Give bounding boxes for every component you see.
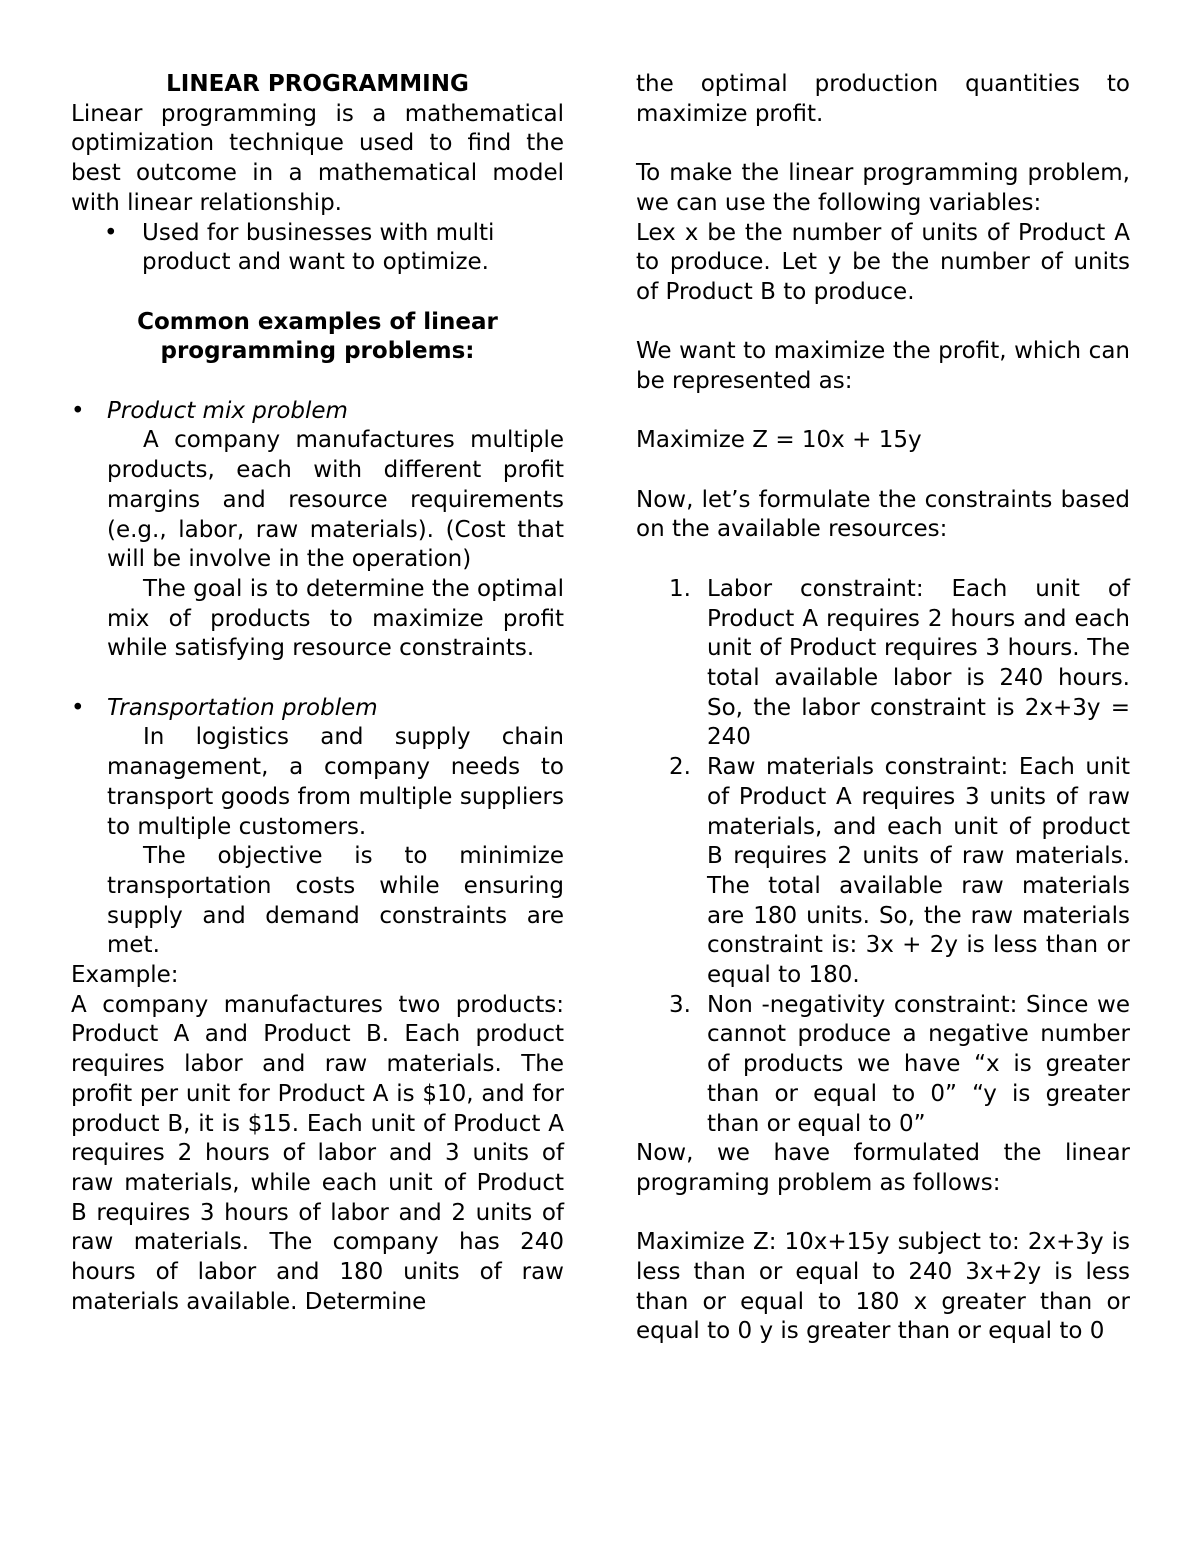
continuation-paragraph: the optimal production quantities to maximize profit. <box>636 71 1130 127</box>
objective-intro: We want to maximize the profit, which can be represented as: <box>636 338 1130 394</box>
intro-bullet: • Used for businesses with multi product and want to optimize. <box>71 219 564 278</box>
final-formulation: Maximize Z: 10x+15y subject to: 2x+3y is less than or equal to 240 3x+2y is less than or equal to 180 x greater than or equal to 0 y is greater than or equal to 0 <box>636 1229 1130 1345</box>
transportation-paragraph-2: The objective is to minimize transportation costs while ensuring supply and demand constraints are met. <box>107 843 564 959</box>
constraint-text: Non -negativity constraint: Since we cannot produce a negative number of products we have “x is greater than or equal to 0” “y is greater than or equal to 0” <box>707 991 1130 1137</box>
intro-paragraph: Linear programming is a mathematical optimization technique used to find the best outcome in a mathematical model with linear relationship. <box>71 100 564 216</box>
constraint-item <box>636 991 1130 1140</box>
product-mix-label: • Product mix problem <box>71 397 564 427</box>
variables-definition: Lex x be the number of units of Product A to produce. Let y be the number of units of Product B to produce. <box>636 219 1130 305</box>
spacer <box>636 397 1130 427</box>
transportation-section <box>71 694 564 961</box>
objective-function: Maximize Z = 10x + 15y <box>636 427 922 454</box>
product-mix-paragraph-2: The goal is to determine the optimal mix of products to maximize profit while satisfying resource constraints. <box>107 575 564 662</box>
spacer <box>71 278 564 308</box>
spacer <box>636 545 1130 575</box>
spacer <box>636 129 1130 159</box>
constraint-item <box>636 753 1130 991</box>
transportation-label: • Transportation problem <box>71 694 564 724</box>
intro-bullet-list <box>71 219 564 278</box>
left-column <box>71 70 564 1317</box>
list-number: 2. <box>669 754 691 781</box>
right-column <box>636 70 1130 1347</box>
constraints-intro: Now, let’s formulate the constraints based on the available resources: <box>636 486 1130 543</box>
section-heading: Common examples of linear programming problems: <box>137 308 498 365</box>
list-number: 1. <box>669 575 691 602</box>
product-mix-paragraph-1: A company manufactures multiple products, each with different profit margins and resource requirements (e.g., labor, raw materials). (Cost that will be involve in the operation) <box>107 427 564 573</box>
document-title: LINEAR PROGRAMMING <box>166 71 469 97</box>
constraints-list <box>636 575 1130 1139</box>
example-label: Example: <box>71 962 179 989</box>
spacer <box>636 308 1130 338</box>
example-paragraph: A company manufactures two products: Product A and Product B. Each product requires labor and raw materials. The profit per unit for Product A is $10, and for product B, it is $15. Each unit of Product A requires 2 hours of labor and 3 units of raw materials, while each unit of Product B requires 3 hours of labor and 2 units of raw materials. The company has 240 hours of labor and 180 units of raw materials available. Determine <box>71 991 564 1315</box>
constraint-text: Labor constraint: Each unit of Product A requires 2 hours and each unit of Product requires 3 hours. The total available labor is 240 hours. So, the labor constraint is 2x+3y = 240 <box>707 575 1130 751</box>
list-number: 3. <box>669 991 691 1018</box>
formulated-paragraph: Now, we have formulated the linear programing problem as follows: <box>636 1140 1130 1196</box>
constraint-item <box>636 575 1130 753</box>
variables-intro: To make the linear programming problem, we can use the following variables: <box>636 160 1130 216</box>
constraint-text: Raw materials constraint: Each unit of Product A requires 3 units of raw materials, and each unit of product B requires 2 units of raw materials. The total available raw materials are 180 units. So, the raw materials constraint is: 3x + 2y is less than or equal to 180. <box>707 754 1130 989</box>
transportation-paragraph-1: In logistics and supply chain management, a company needs to transport goods from multiple suppliers to multiple customers. <box>107 724 564 840</box>
spacer <box>71 367 564 397</box>
spacer <box>636 456 1130 486</box>
spacer <box>71 664 564 694</box>
product-mix-section <box>71 397 564 664</box>
spacer <box>636 1199 1130 1229</box>
